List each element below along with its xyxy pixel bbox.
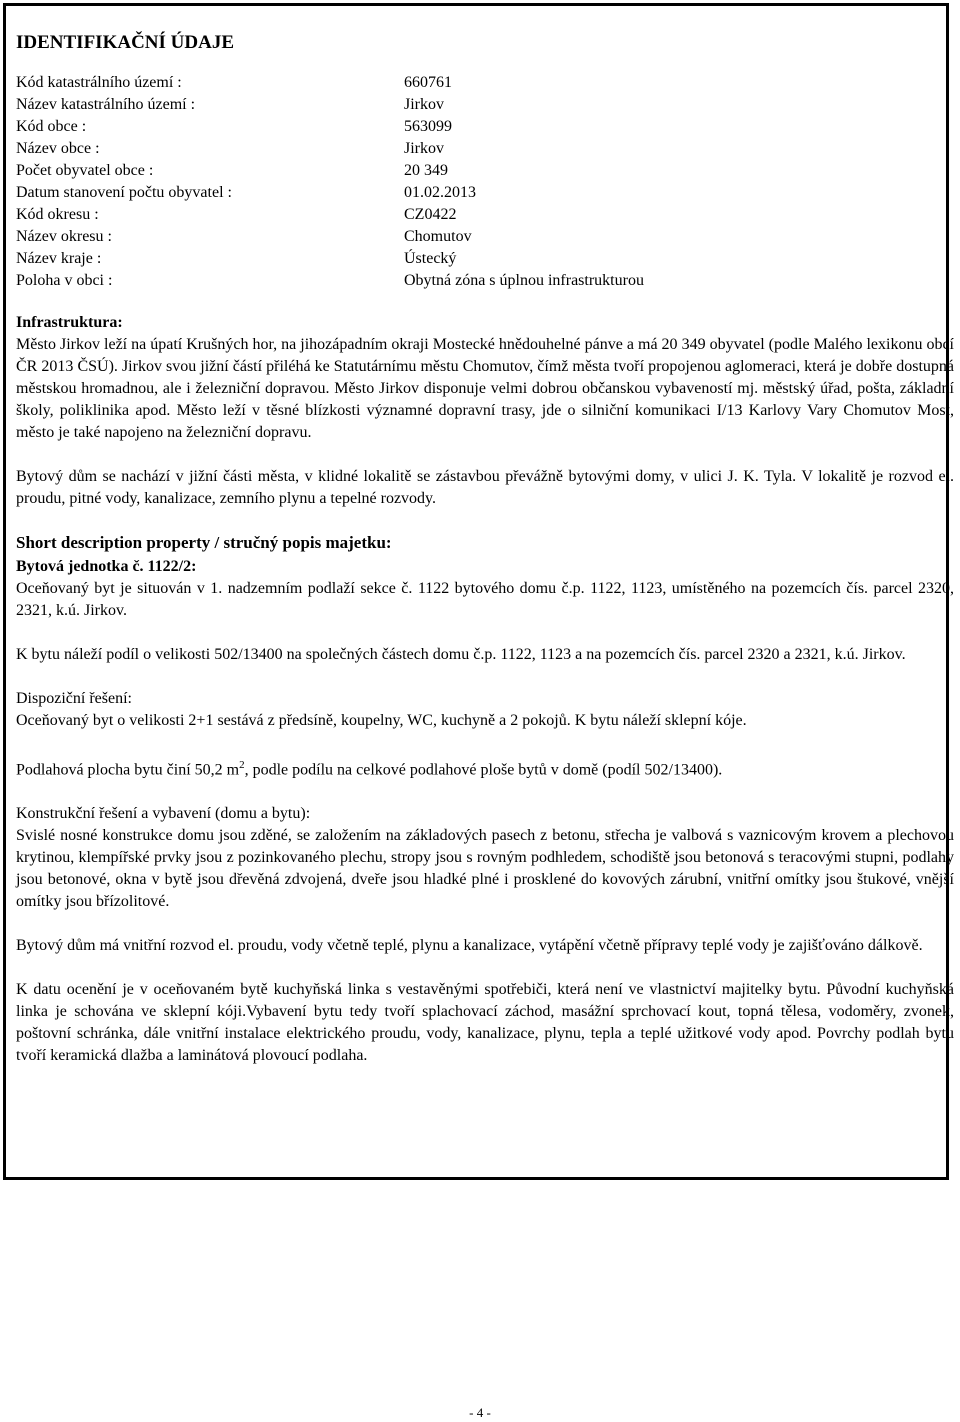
id-label: Název obce : xyxy=(16,140,100,157)
short-description-heading: Short description property / stručný popis majetku: xyxy=(16,533,392,552)
id-value: CZ0422 xyxy=(404,206,457,223)
floor-area-text xyxy=(16,754,954,781)
document-content xyxy=(16,30,954,1089)
id-row xyxy=(16,182,954,204)
identification-table xyxy=(16,72,954,292)
id-row xyxy=(16,72,954,94)
id-row xyxy=(16,204,954,226)
floor-area-sup: 2 xyxy=(239,759,245,771)
id-row xyxy=(16,138,954,160)
equipment-text: K datu ocenění je v oceňovaném bytě kuchyňská linka s vestavěnými spotřebiči, která není ve vlastnictví majitelky bytu. Původní kuchyňská linka je schována ve sklepní kóji.Vybavení bytu tedy tvoří splachovací záchod, masážní sprchovací kout, topná tělesa, vodoměry, zvonek, poštovní schránka, dále vnitřní instalace elektrického proudu, vody, kanalizace, plynu, tepla a teplé užitkové vody apod. Povrchy podlah bytu tvoří keramická dlažba a laminátová plovoucí podlaha. xyxy=(16,981,954,1065)
page-title: IDENTIFIKAČNÍ ÚDAJE xyxy=(16,32,234,53)
unit-description: Oceňovaný byt je situován v 1. nadzemním podlaží sekce č. 1122 bytového domu č.p. 1122, 1123, umístěného na pozemcích čís. parcel 2320, 2321, k.ú. Jirkov. xyxy=(16,580,954,619)
document-frame xyxy=(3,3,954,1180)
id-row xyxy=(16,94,954,116)
infrastructure-text: Město Jirkov leží na úpatí Krušných hor, na jihozápadním okraji Mostecké hnědouhelné pánve a má 20 349 obyvatel (podle Malého lexikonu obcí ČR 2013 ČSÚ). Jirkov svou jižní částí přiléhá ke Statutárnímu městu Chomutov, čímž města tvoří propojenou aglomeraci, která je dobře dostupná městskou hromadnou, ale i železniční dopravou. Město Jirkov disponuje velmi dobrou občanskou vybaveností mj. městský úřad, pošta, základní školy, poliklinika apod. Město leží v těsné blízkosti významné dopravní trasy, jde o silniční komunikaci I/13 Karlovy Vary Chomutov Most, město je také napojeno na železniční dopravu. xyxy=(16,336,954,441)
share-text: K bytu náleží podíl o velikosti 502/13400 na společných částech domu č.p. 1122, 1123 a na pozemcích čís. parcel 2320 a 2321, k.ú. Jirkov. xyxy=(16,646,906,663)
id-value: Jirkov xyxy=(404,140,444,157)
id-label: Název katastrálního území : xyxy=(16,96,196,113)
construction-heading: Konstrukční řešení a vybavení (domu a bytu): xyxy=(16,805,311,823)
construction-text: Svislé nosné konstrukce domu jsou zděné, se založením na základových pasech z betonu, střecha je valbová s vaznicovým krovem a plechovou krytinou, klempířské prvky jsou z pozinkovaného plechu, stropy jsou s rovným podhledem, schodiště jsou betonová s teracovými stupni, podlahy jsou betonové, okna v bytě jsou dřevěná zdvojená, dveře jsou hladké plné i prosklené do kovových zárubní, vnitřní omítky jsou štukové, vnější omítky jsou břízolitové. xyxy=(16,827,954,911)
id-row xyxy=(16,226,954,248)
id-label: Název kraje : xyxy=(16,250,102,267)
id-label: Název okresu : xyxy=(16,228,112,245)
id-value: 563099 xyxy=(404,118,452,135)
id-label: Kód obce : xyxy=(16,118,87,135)
location-text: Bytový dům se nachází v jižní části města, v klidné lokalitě se zástavbou převážně bytovými domy, v ulici J. K. Tyla. V lokalitě je rozvod el. proudu, pitné vody, kanalizace, zemního plynu a tepelné rozvody. xyxy=(16,468,954,507)
id-value: 20 349 xyxy=(404,162,448,179)
floor-area-before: Podlahová plocha bytu činí 50,2 m xyxy=(16,761,240,779)
infrastructure-heading: Infrastruktura: xyxy=(16,314,123,331)
id-value: Obytná zóna s úplnou infrastrukturou xyxy=(404,272,644,289)
floor-area-after: , podle podílu na celkové podlahové ploše bytů v domě (podíl 502/13400). xyxy=(244,761,723,779)
id-row xyxy=(16,248,954,270)
disposition-text: Oceňovaný byt o velikosti 2+1 sestává z předsíně, koupelny, WC, kuchyně a 2 pokojů. K bytu náleží sklepní kóje. xyxy=(16,712,747,729)
id-row xyxy=(16,116,954,138)
id-label: Poloha v obci : xyxy=(16,272,113,289)
id-value: Jirkov xyxy=(404,96,444,113)
id-value: Chomutov xyxy=(404,228,472,245)
id-label: Počet obyvatel obce : xyxy=(16,162,154,179)
id-value: 01.02.2013 xyxy=(404,184,476,201)
disposition-heading: Dispoziční řešení: xyxy=(16,690,132,707)
id-label: Kód okresu : xyxy=(16,206,99,223)
id-value: Ústecký xyxy=(404,250,457,267)
page-number: - 4 - xyxy=(469,1405,491,1420)
utilities-text: Bytový dům má vnitřní rozvod el. proudu, vody včetně teplé, plynu a kanalizace, vytápění včetně přípravy teplé vody je zajišťováno dálkově. xyxy=(16,937,923,955)
unit-heading: Bytová jednotka č. 1122/2: xyxy=(16,558,197,575)
id-label: Datum stanovení počtu obyvatel : xyxy=(16,184,232,201)
id-row xyxy=(16,270,954,292)
id-label: Kód katastrálního území : xyxy=(16,74,182,91)
id-row xyxy=(16,160,954,182)
id-value: 660761 xyxy=(404,74,452,91)
